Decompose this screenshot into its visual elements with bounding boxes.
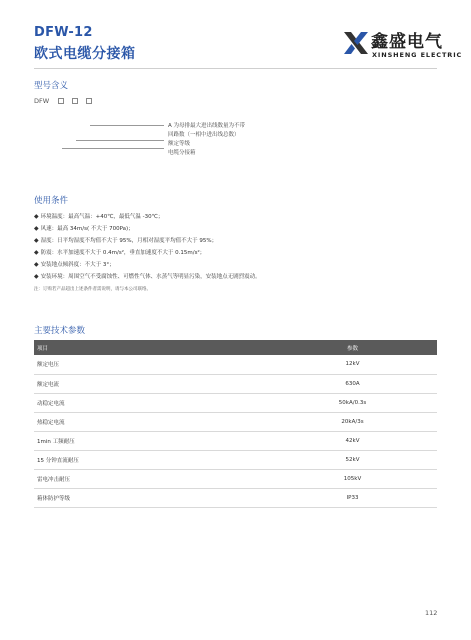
spec-name: 1min 工频耐压 xyxy=(34,431,265,450)
bullet-diamond-icon: ◆ xyxy=(34,261,39,268)
model-leader-line xyxy=(62,148,164,149)
product-name-title: 欧式电缆分接箱 xyxy=(34,46,136,62)
model-section-title: 型号含义 xyxy=(34,81,69,91)
model-code-prefix: DFW xyxy=(34,97,50,105)
conditions-note: 注：订购若产品超出上述条件者需说明，请与本公司联络。 xyxy=(34,287,151,292)
model-placeholder-box xyxy=(58,98,64,104)
company-logo-icon xyxy=(343,30,369,56)
model-leader-line xyxy=(90,125,164,126)
table-row xyxy=(34,431,437,450)
model-placeholder-box xyxy=(72,98,78,104)
column-header-value: 参数 xyxy=(265,340,437,355)
model-description: A 为母排最大进出线数量为不带 xyxy=(168,123,246,129)
model-description: 回路数（一相中进出线总数） xyxy=(168,132,240,138)
specs-table xyxy=(34,340,437,508)
page-number: 112 xyxy=(425,609,438,617)
spec-value: 12kV xyxy=(265,355,437,374)
table-row xyxy=(34,393,437,412)
condition-item: ◆ 湿度：日平均湿度不均值不大于 95%，月相对湿度平均值不大于 95%； xyxy=(34,237,218,244)
table-row xyxy=(34,412,437,431)
specs-section-title: 主要技术参数 xyxy=(34,326,86,336)
spec-value: 52kV xyxy=(265,450,437,469)
condition-item: ◆ 风速：最高 34m/s( 不大于 700Pa)； xyxy=(34,225,134,232)
condition-item: ◆ 防震：水平加速度不大于 0.4m/s²，垂直加速度不大于 0.15m/s²； xyxy=(34,249,206,256)
spec-value: 50kA/0.3s xyxy=(265,393,437,412)
spec-value: 20kA/3s xyxy=(265,412,437,431)
spec-name: 热稳定电流 xyxy=(34,412,265,431)
table-row xyxy=(34,469,437,488)
spec-name: 动稳定电流 xyxy=(34,393,265,412)
condition-item: ◆ 安装地点倾斜度：不大于 3°； xyxy=(34,261,115,268)
spec-name: 箱体防护等级 xyxy=(34,488,265,507)
model-leader-line xyxy=(76,140,164,141)
table-row xyxy=(34,355,437,374)
bullet-diamond-icon: ◆ xyxy=(34,225,39,232)
company-logo xyxy=(343,26,463,66)
spec-value: 42kV xyxy=(265,431,437,450)
header-divider xyxy=(34,68,437,69)
table-row xyxy=(34,488,437,507)
bullet-diamond-icon: ◆ xyxy=(34,213,39,220)
condition-item: ◆ 安装环境：周围空气不受腐蚀性、可燃性气体、水蒸气等明显污染，安装地点无剧烈震动。 xyxy=(34,273,261,280)
spec-value: 630A xyxy=(265,374,437,393)
model-description: 额定等级 xyxy=(168,141,191,147)
conditions-section-title: 使用条件 xyxy=(34,196,69,206)
bullet-diamond-icon: ◆ xyxy=(34,249,39,256)
spec-name: 额定电压 xyxy=(34,355,265,374)
company-name-cn: 鑫盛电气 xyxy=(371,32,443,52)
table-row xyxy=(34,450,437,469)
spec-name: 额定电流 xyxy=(34,374,265,393)
bullet-diamond-icon: ◆ xyxy=(34,273,39,280)
model-description: 电缆分接箱 xyxy=(168,150,196,156)
spec-name: 雷电冲击耐压 xyxy=(34,469,265,488)
model-placeholder-box xyxy=(86,98,92,104)
spec-value: IP33 xyxy=(265,488,437,507)
spec-name: 15 分钟直流耐压 xyxy=(34,450,265,469)
column-header-item: 项目 xyxy=(34,340,265,355)
product-model-title: DFW-12 xyxy=(34,25,93,40)
condition-item: ◆ 环境温度：最高气温：+40℃，最低气温 -30℃； xyxy=(34,213,164,220)
table-row xyxy=(34,374,437,393)
company-name-en: XINSHENG ELECTRIC xyxy=(372,51,463,59)
table-header-row xyxy=(34,340,437,355)
bullet-diamond-icon: ◆ xyxy=(34,237,39,244)
spec-value: 105kV xyxy=(265,469,437,488)
